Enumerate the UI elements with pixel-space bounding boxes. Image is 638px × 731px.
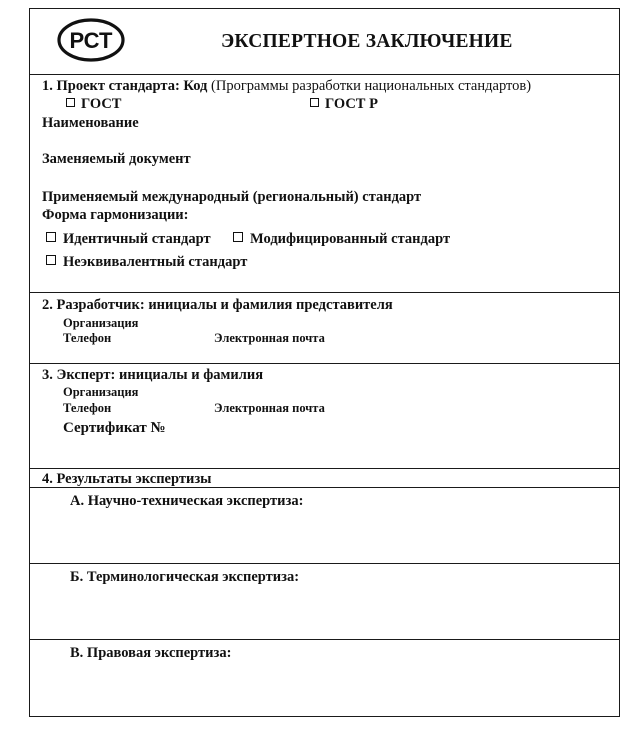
divider [30,74,619,75]
expert-phone-label: Телефон [63,401,112,415]
modified-option[interactable] [233,231,450,248]
name-label: Наименование [42,115,139,131]
expert-conclusion-form [29,8,620,717]
section1-heading-rest: (Программы разработки национальных стандартов) [211,78,532,94]
non-equivalent-checkbox[interactable] [46,255,56,265]
gost-r-option[interactable] [310,96,378,113]
gost-option[interactable] [66,96,121,113]
logo-text: РСТ [69,28,113,53]
section2-heading: 2. Разработчик: инициалы и фамилия представителя [42,297,393,313]
gost-label: ГОСТ [81,96,122,112]
identical-label: Идентичный стандарт [63,231,211,247]
divider [30,639,619,640]
section3-heading: 3. Эксперт: инициалы и фамилия [42,367,264,383]
terminology-review-label: Б. Терминологическая экспертиза: [70,569,300,585]
section1-heading-bold: 1. Проект стандарта: Код [42,78,208,94]
harmonization-label: Форма гармонизации: [42,207,189,223]
replaced-document-label: Заменяемый документ [42,151,191,167]
divider [30,363,619,364]
developer-phone-label: Телефон [63,331,112,345]
identical-option[interactable] [46,231,211,248]
section1-heading [42,78,531,95]
expert-email-label: Электронная почта [214,401,325,415]
modified-label: Модифицированный стандарт [250,231,451,247]
international-standard-label: Применяемый международный (региональный) стандарт [42,189,422,205]
gost-r-checkbox[interactable] [310,98,319,107]
certificate-label: Сертификат № [63,420,166,436]
section4-heading: 4. Результаты экспертизы [42,471,212,487]
page-title: ЭКСПЕРТНОЕ ЗАКЛЮЧЕНИЕ [221,31,513,52]
gost-checkbox[interactable] [66,98,75,107]
non-equivalent-label: Неэквивалентный стандарт [63,254,248,270]
non-equivalent-option[interactable] [46,254,247,271]
developer-email-label: Электронная почта [214,331,325,345]
divider [30,292,619,293]
gost-r-label: ГОСТ Р [325,96,378,112]
legal-review-label: В. Правовая экспертиза: [70,645,232,661]
modified-checkbox[interactable] [233,232,243,242]
scientific-technical-review-label: А. Научно-техническая экспертиза: [70,493,304,509]
expert-organization-label: Организация [63,385,139,399]
divider [30,468,619,469]
gost-r-certification-mark-icon [54,17,132,63]
developer-organization-label: Организация [63,316,139,330]
identical-checkbox[interactable] [46,232,56,242]
divider [30,563,619,564]
